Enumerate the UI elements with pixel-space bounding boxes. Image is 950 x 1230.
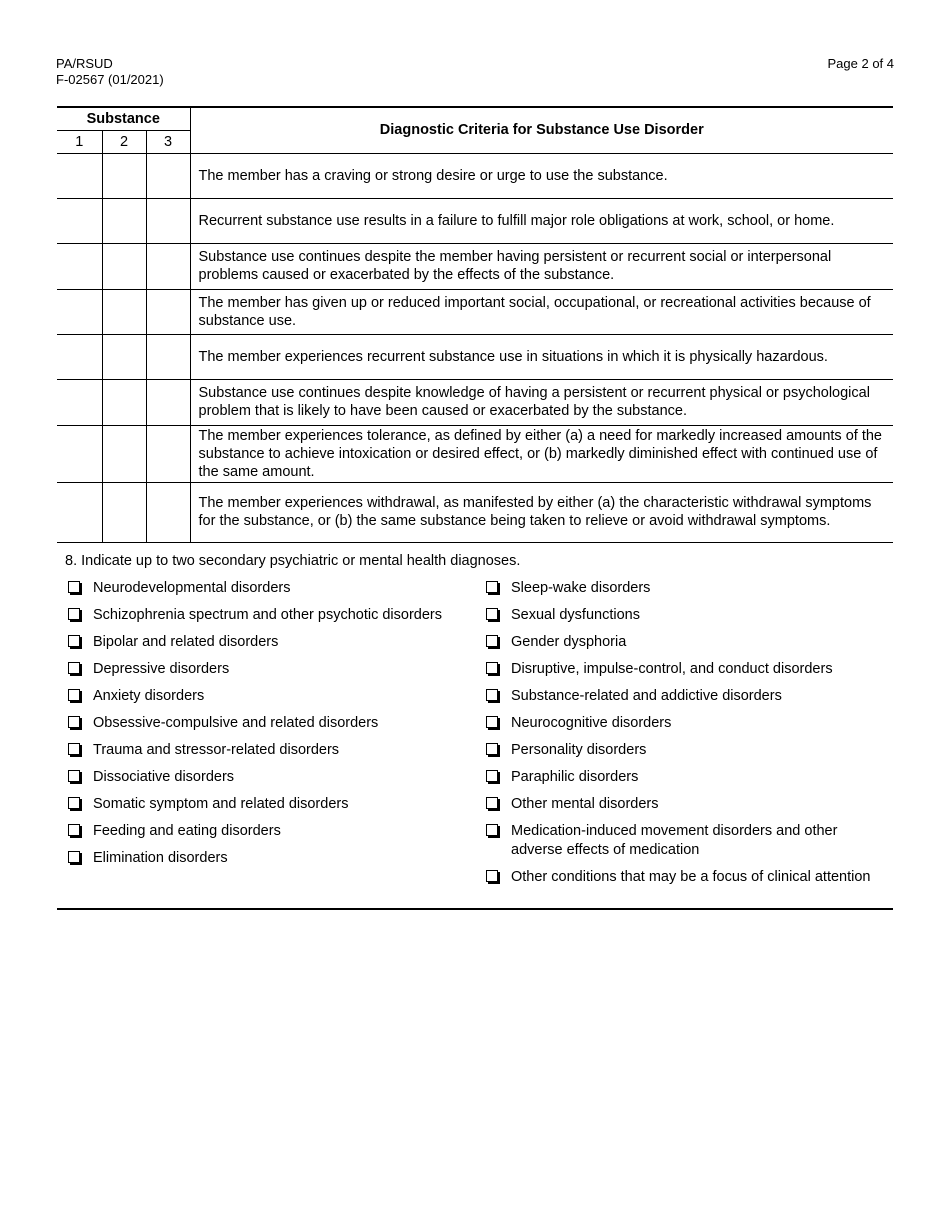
criteria-row bbox=[57, 289, 893, 334]
form-number: F-02567 (01/2021) bbox=[56, 72, 164, 87]
diagnosis-option[interactable] bbox=[66, 660, 446, 679]
diagnosis-label: Obsessive-compulsive and related disorders bbox=[93, 715, 379, 731]
diagnosis-label: Trauma and stressor-related disorders bbox=[93, 742, 340, 758]
checkbox-icon[interactable] bbox=[68, 608, 80, 620]
diagnosis-label: Depressive disorders bbox=[93, 661, 230, 677]
diagnosis-label: Disruptive, impulse-control, and conduct disorders bbox=[511, 661, 833, 677]
diagnosis-option[interactable] bbox=[484, 687, 884, 706]
substance-1-cell[interactable] bbox=[57, 379, 102, 425]
substance-1-cell[interactable] bbox=[57, 243, 102, 289]
criteria-row bbox=[57, 243, 893, 289]
checkbox-icon[interactable] bbox=[486, 870, 498, 882]
checkbox-icon[interactable] bbox=[68, 743, 80, 755]
criteria-row bbox=[57, 198, 893, 243]
checkbox-icon[interactable] bbox=[486, 689, 498, 701]
criteria-row bbox=[57, 334, 893, 379]
checkbox-icon[interactable] bbox=[486, 797, 498, 809]
diagnosis-option[interactable] bbox=[66, 741, 446, 760]
checkbox-icon[interactable] bbox=[486, 662, 498, 674]
substance-2-cell[interactable] bbox=[102, 334, 146, 379]
diagnosis-label: Bipolar and related disorders bbox=[93, 634, 279, 650]
criterion-text: The member experiences recurrent substance use in situations in which it is physically hazardous. bbox=[190, 334, 893, 379]
criterion-text: The member has a craving or strong desire or urge to use the substance. bbox=[190, 153, 893, 198]
criterion-text: Recurrent substance use results in a failure to fulfill major role obligations at work, school, or home. bbox=[190, 198, 893, 243]
substance-2-cell[interactable] bbox=[102, 153, 146, 198]
diagnosis-option[interactable] bbox=[484, 633, 884, 652]
form-header-left bbox=[56, 56, 164, 88]
diagnosis-label: Elimination disorders bbox=[93, 850, 228, 866]
checkbox-icon[interactable] bbox=[68, 689, 80, 701]
substance-3-cell[interactable] bbox=[146, 153, 190, 198]
checkbox-icon[interactable] bbox=[486, 608, 498, 620]
checkbox-icon[interactable] bbox=[486, 743, 498, 755]
checkbox-icon[interactable] bbox=[68, 824, 80, 836]
diagnosis-label: Substance-related and addictive disorders bbox=[511, 688, 782, 704]
checkbox-icon[interactable] bbox=[68, 851, 80, 863]
substance-1-cell[interactable] bbox=[57, 153, 102, 198]
criterion-text: The member has given up or reduced important social, occupational, or recreational activities because of substance use. bbox=[190, 289, 893, 334]
diagnosis-option[interactable] bbox=[66, 768, 446, 787]
diagnosis-option[interactable] bbox=[484, 660, 884, 679]
diagnosis-label: Sexual dysfunctions bbox=[511, 607, 640, 623]
substance-1-cell[interactable] bbox=[57, 198, 102, 243]
criterion-text: The member experiences tolerance, as defined by either (a) a need for markedly increased amounts of the substance to achieve intoxication or desired effect, or (b) markedly diminished effect with continued use of the same amount. bbox=[190, 425, 893, 482]
substance-1-cell[interactable] bbox=[57, 425, 102, 482]
checkbox-icon[interactable] bbox=[68, 581, 80, 593]
substance-col-2: 2 bbox=[102, 130, 146, 153]
substance-3-cell[interactable] bbox=[146, 198, 190, 243]
diagnosis-label: Paraphilic disorders bbox=[511, 769, 639, 785]
criterion-text: The member experiences withdrawal, as manifested by either (a) the characteristic withdrawal symptoms for the substance, or (b) the same substance being taken to relieve or avoid withdrawal symptoms. bbox=[190, 482, 893, 542]
diagnosis-label: Other conditions that may be a focus of clinical attention bbox=[511, 869, 871, 885]
criteria-row bbox=[57, 482, 893, 542]
substance-1-cell[interactable] bbox=[57, 334, 102, 379]
diagnosis-option[interactable] bbox=[484, 868, 884, 887]
diagnosis-label: Neurocognitive disorders bbox=[511, 715, 672, 731]
section-bottom-rule bbox=[57, 908, 893, 910]
diagnosis-label: Anxiety disorders bbox=[93, 688, 205, 704]
criteria-row bbox=[57, 425, 893, 482]
checkbox-icon[interactable] bbox=[68, 662, 80, 674]
diagnosis-option[interactable] bbox=[66, 687, 446, 706]
diagnosis-label: Medication-induced movement disorders and other adverse effects of medication bbox=[511, 823, 838, 858]
checkbox-icon[interactable] bbox=[486, 581, 498, 593]
criteria-table bbox=[57, 106, 893, 543]
diagnosis-label: Feeding and eating disorders bbox=[93, 823, 281, 839]
diagnosis-option[interactable] bbox=[484, 822, 884, 860]
page-number: Page 2 of 4 bbox=[827, 56, 894, 71]
substance-3-cell[interactable] bbox=[146, 334, 190, 379]
checkbox-icon[interactable] bbox=[68, 716, 80, 728]
diagnosis-option[interactable] bbox=[66, 633, 446, 652]
checkbox-icon[interactable] bbox=[68, 635, 80, 647]
diagnosis-option[interactable] bbox=[484, 579, 884, 598]
substance-2-cell[interactable] bbox=[102, 425, 146, 482]
substance-col-1: 1 bbox=[57, 130, 102, 153]
diagnosis-label: Schizophrenia spectrum and other psychotic disorders bbox=[93, 607, 442, 623]
substance-3-cell[interactable] bbox=[146, 482, 190, 542]
diagnosis-option[interactable] bbox=[484, 714, 884, 733]
diagnoses-left-column bbox=[66, 579, 446, 876]
criteria-row bbox=[57, 153, 893, 198]
checkbox-icon[interactable] bbox=[486, 635, 498, 647]
checkbox-icon[interactable] bbox=[486, 716, 498, 728]
diagnosis-option[interactable] bbox=[66, 822, 446, 841]
substance-1-cell[interactable] bbox=[57, 482, 102, 542]
substance-header: Substance bbox=[57, 107, 190, 130]
diagnosis-option[interactable] bbox=[66, 795, 446, 814]
checkbox-icon[interactable] bbox=[68, 770, 80, 782]
criterion-text: Substance use continues despite the member having persistent or recurrent social or interpersonal problems caused or exacerbated by the effects of the substance. bbox=[190, 243, 893, 289]
diagnosis-label: Neurodevelopmental disorders bbox=[93, 580, 291, 596]
substance-3-cell[interactable] bbox=[146, 425, 190, 482]
diagnosis-option[interactable] bbox=[66, 606, 446, 625]
criteria-header: Diagnostic Criteria for Substance Use Disorder bbox=[190, 107, 893, 153]
diagnosis-label: Dissociative disorders bbox=[93, 769, 235, 785]
diagnosis-label: Personality disorders bbox=[511, 742, 647, 758]
checkbox-icon[interactable] bbox=[486, 824, 498, 836]
diagnosis-option[interactable] bbox=[66, 579, 446, 598]
diagnosis-option[interactable] bbox=[66, 714, 446, 733]
diagnosis-option[interactable] bbox=[66, 849, 446, 868]
diagnoses-right-column bbox=[484, 579, 884, 895]
substance-2-cell[interactable] bbox=[102, 198, 146, 243]
substance-2-cell[interactable] bbox=[102, 243, 146, 289]
checkbox-icon[interactable] bbox=[68, 797, 80, 809]
diagnosis-label: Somatic symptom and related disorders bbox=[93, 796, 349, 812]
substance-3-cell[interactable] bbox=[146, 379, 190, 425]
question-8-prompt: 8. Indicate up to two secondary psychiatric or mental health diagnoses. bbox=[65, 553, 521, 569]
substance-3-cell[interactable] bbox=[146, 289, 190, 334]
criterion-text: Substance use continues despite knowledge of having a persistent or recurrent physical or psychological problem that is likely to have been caused or exacerbated by the substance. bbox=[190, 379, 893, 425]
substance-col-3: 3 bbox=[146, 130, 190, 153]
diagnosis-option[interactable] bbox=[484, 741, 884, 760]
program-code: PA/RSUD bbox=[56, 56, 113, 71]
diagnosis-label: Sleep-wake disorders bbox=[511, 580, 651, 596]
diagnosis-option[interactable] bbox=[484, 768, 884, 787]
substance-3-cell[interactable] bbox=[146, 243, 190, 289]
diagnosis-option[interactable] bbox=[484, 795, 884, 814]
diagnosis-option[interactable] bbox=[484, 606, 884, 625]
diagnosis-label: Gender dysphoria bbox=[511, 634, 627, 650]
substance-1-cell[interactable] bbox=[57, 289, 102, 334]
substance-2-cell[interactable] bbox=[102, 482, 146, 542]
criteria-row bbox=[57, 379, 893, 425]
substance-2-cell[interactable] bbox=[102, 289, 146, 334]
checkbox-icon[interactable] bbox=[486, 770, 498, 782]
substance-2-cell[interactable] bbox=[102, 379, 146, 425]
diagnosis-label: Other mental disorders bbox=[511, 796, 659, 812]
